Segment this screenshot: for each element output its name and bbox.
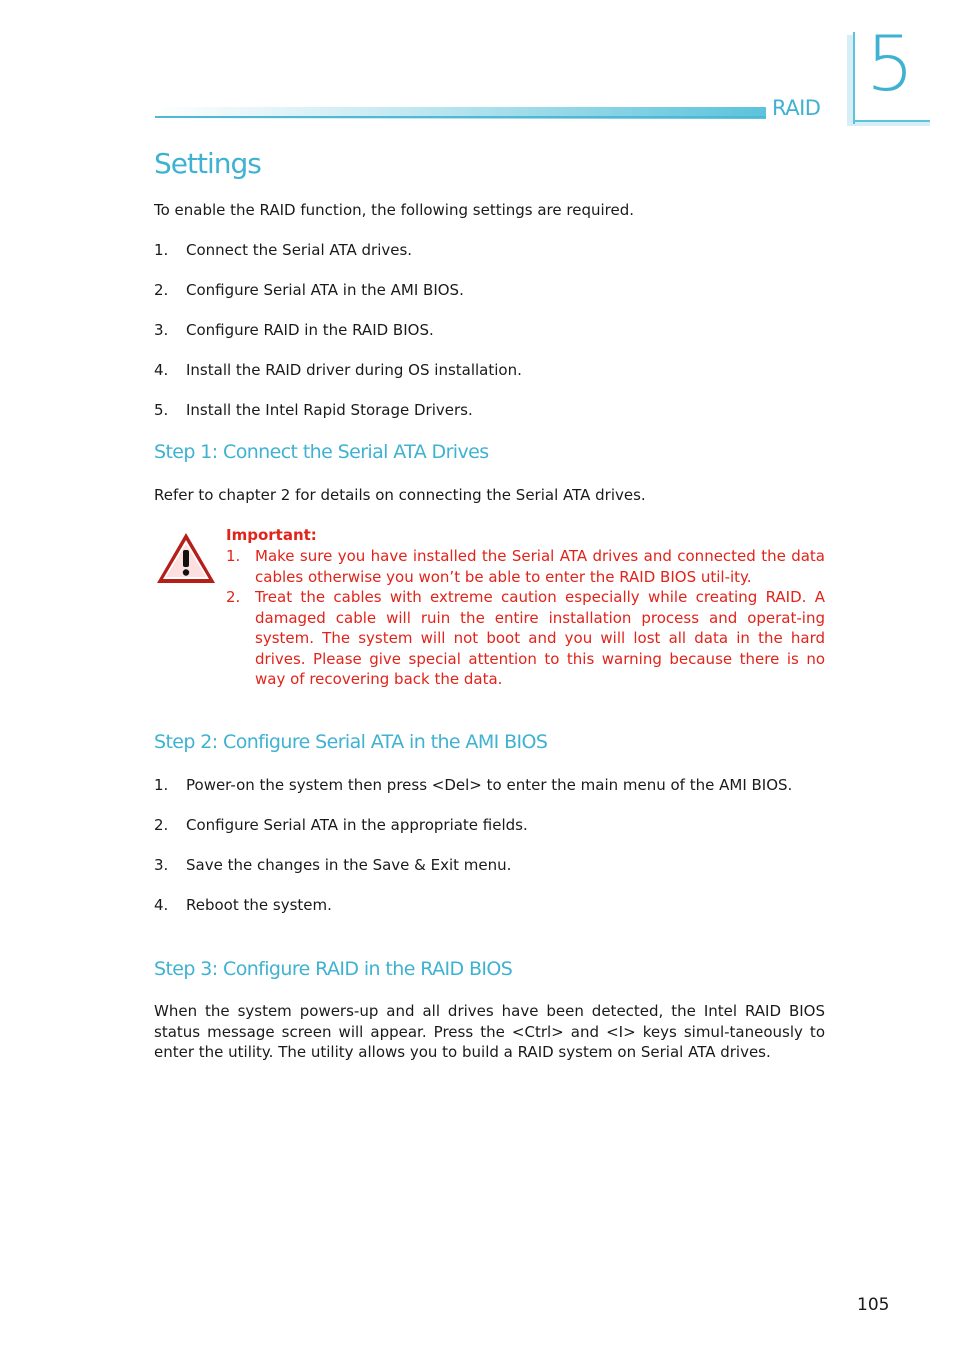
chapter-number: 5 — [866, 19, 915, 108]
step3-text: When the system powers-up and all drives have been detected, the Intel RAID BIOS status message screen will appear. Press the <Ctrl> and <I> keys simul-taneously to enter the utility. The utility allows you to build a RAID system on Serial ATA drives. — [154, 1002, 825, 1061]
list-item: 1. Power-on the system then press <Del> to enter the main menu of the AMI BIOS. — [154, 776, 793, 794]
chapter-box-border-left — [853, 32, 855, 124]
step1-text: Refer to chapter 2 for details on connecting the Serial ATA drives. — [154, 486, 646, 504]
list-item: 2. Treat the cables with extreme caution especially while creating RAID. A damaged cable will ruin the entire installation process and operat-ing system. The system will not boot and you will lost all data in the hard drives. Please give special attention to this warning because there is no way of recovering back the data. — [226, 588, 825, 688]
list-item: 1. Make sure you have installed the Serial ATA drives and connected the data cables otherwise you won’t be able to enter the RAID BIOS util-ity. — [226, 547, 825, 586]
list-item: 3. Save the changes in the Save & Exit menu. — [154, 856, 512, 874]
important-list — [226, 546, 825, 690]
intro-text: To enable the RAID function, the following settings are required. — [154, 201, 634, 219]
requirements-list — [154, 240, 825, 421]
chapter-box-shade-bottom — [847, 122, 930, 126]
warning-triangle-icon — [155, 531, 217, 585]
list-item: 3. Configure RAID in the RAID BIOS. — [154, 321, 434, 339]
list-item: 4. Reboot the system. — [154, 896, 332, 914]
list-item: 2. Configure Serial ATA in the AMI BIOS. — [154, 281, 464, 299]
header-rule — [155, 116, 766, 118]
page-number: 105 — [857, 1295, 890, 1315]
step1-heading: Step 1: Connect the Serial ATA Drives — [154, 441, 489, 463]
list-item: 2. Configure Serial ATA in the appropriate fields. — [154, 816, 528, 834]
list-item: 4. Install the RAID driver during OS installation. — [154, 361, 522, 379]
section-label: RAID — [772, 96, 821, 120]
important-title: Important: — [226, 526, 317, 544]
list-item: 5. Install the Intel Rapid Storage Drivers. — [154, 401, 473, 419]
step3-heading: Step 3: Configure RAID in the RAID BIOS — [154, 958, 513, 980]
step2-heading: Step 2: Configure Serial ATA in the AMI BIOS — [154, 731, 548, 753]
step2-list — [154, 775, 825, 916]
page-title: Settings — [154, 147, 261, 180]
chapter-box-border-bottom — [853, 120, 930, 122]
list-item: 1. Connect the Serial ATA drives. — [154, 241, 413, 259]
